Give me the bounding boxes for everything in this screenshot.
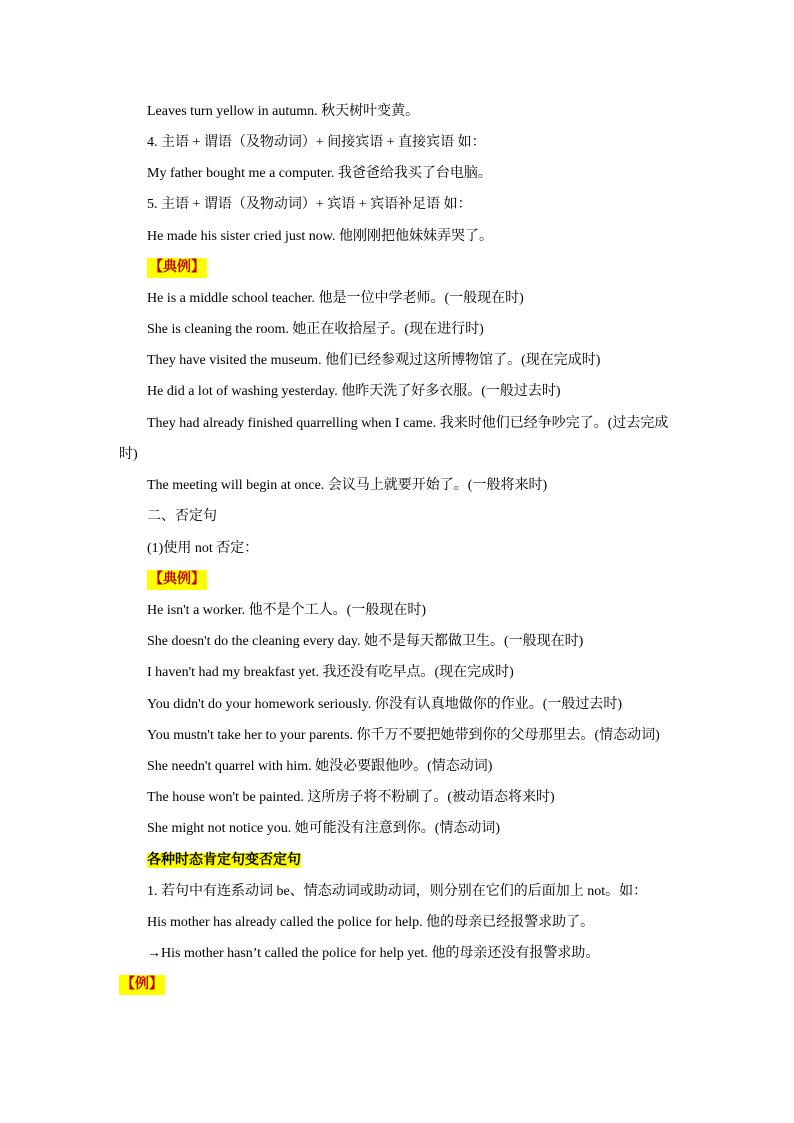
text-line: 时): [119, 447, 138, 462]
text-line: She might not notice you. 她可能没有注意到你。(情态动词): [147, 821, 501, 836]
example-tag: [147, 258, 207, 278]
text-line: The meeting will begin at once. 会议马上就要开始了。(一般将来时): [147, 478, 548, 493]
text-line: →His mother hasn’t called the police for help yet. 他的母亲还没有报警求助。: [147, 946, 600, 961]
highlighted-heading: [147, 852, 301, 870]
example-tag: [119, 975, 165, 995]
text-line: He did a lot of washing yesterday. 他昨天洗了好多衣服。(一般过去时): [147, 384, 561, 399]
example-tag: [147, 570, 207, 590]
section-heading: 二、否定句: [147, 509, 217, 524]
text-line: 5. 主语 + 谓语（及物动词）+ 宾语 + 宾语补足语 如：: [147, 197, 472, 212]
text-line: She needn't quarrel with him. 她没必要跟他吵。(情态动词): [147, 759, 493, 774]
text-line: My father bought me a computer. 我爸爸给我买了台电脑。: [147, 166, 492, 181]
text-line: 4. 主语 + 谓语（及物动词）+ 间接宾语 + 直接宾语 如：: [147, 135, 486, 150]
example-tag-label: 【例】: [119, 975, 165, 995]
text-line: 1. 若句中有连系动词 be、情态动词或助动词，则分别在它们的后面加上 not。如：: [147, 884, 648, 899]
text-line: I haven't had my breakfast yet. 我还没有吃早点。(现在完成时): [147, 665, 514, 680]
text-line: His mother has already called the police for help. 他的母亲已经报警求助了。: [147, 915, 595, 930]
text-line: They have visited the museum. 他们已经参观过这所博物馆了。(现在完成时): [147, 353, 601, 368]
text-line: He made his sister cried just now. 他刚刚把他妹妹弄哭了。: [147, 229, 493, 244]
text-line: (1)使用 not 否定：: [147, 541, 259, 556]
example-tag-label: 【典例】: [147, 258, 207, 278]
highlighted-heading-text: 各种时态肯定句变否定句: [147, 853, 301, 868]
text-line: You didn't do your homework seriously. 你没有认真地做你的作业。(一般过去时): [147, 697, 623, 712]
text-line: She is cleaning the room. 她正在收拾屋子。(现在进行时): [147, 322, 484, 337]
text-line: She doesn't do the cleaning every day. 她不是每天都做卫生。(一般现在时): [147, 634, 584, 649]
text-line: Leaves turn yellow in autumn. 秋天树叶变黄。: [147, 104, 420, 119]
text-line: The house won't be painted. 这所房子将不粉刷了。(被动语态将来时): [147, 790, 555, 805]
text-line: They had already finished quarrelling when I came. 我来时他们已经争吵完了。(过去完成: [147, 416, 669, 431]
text-line: You mustn't take her to your parents. 你千万不要把她带到你的父母那里去。(情态动词): [147, 728, 660, 743]
text-line: He is a middle school teacher. 他是一位中学老师。(一般现在时): [147, 291, 524, 306]
text-line: He isn't a worker. 他不是个工人。(一般现在时): [147, 603, 426, 618]
example-tag-label: 【典例】: [147, 570, 207, 590]
